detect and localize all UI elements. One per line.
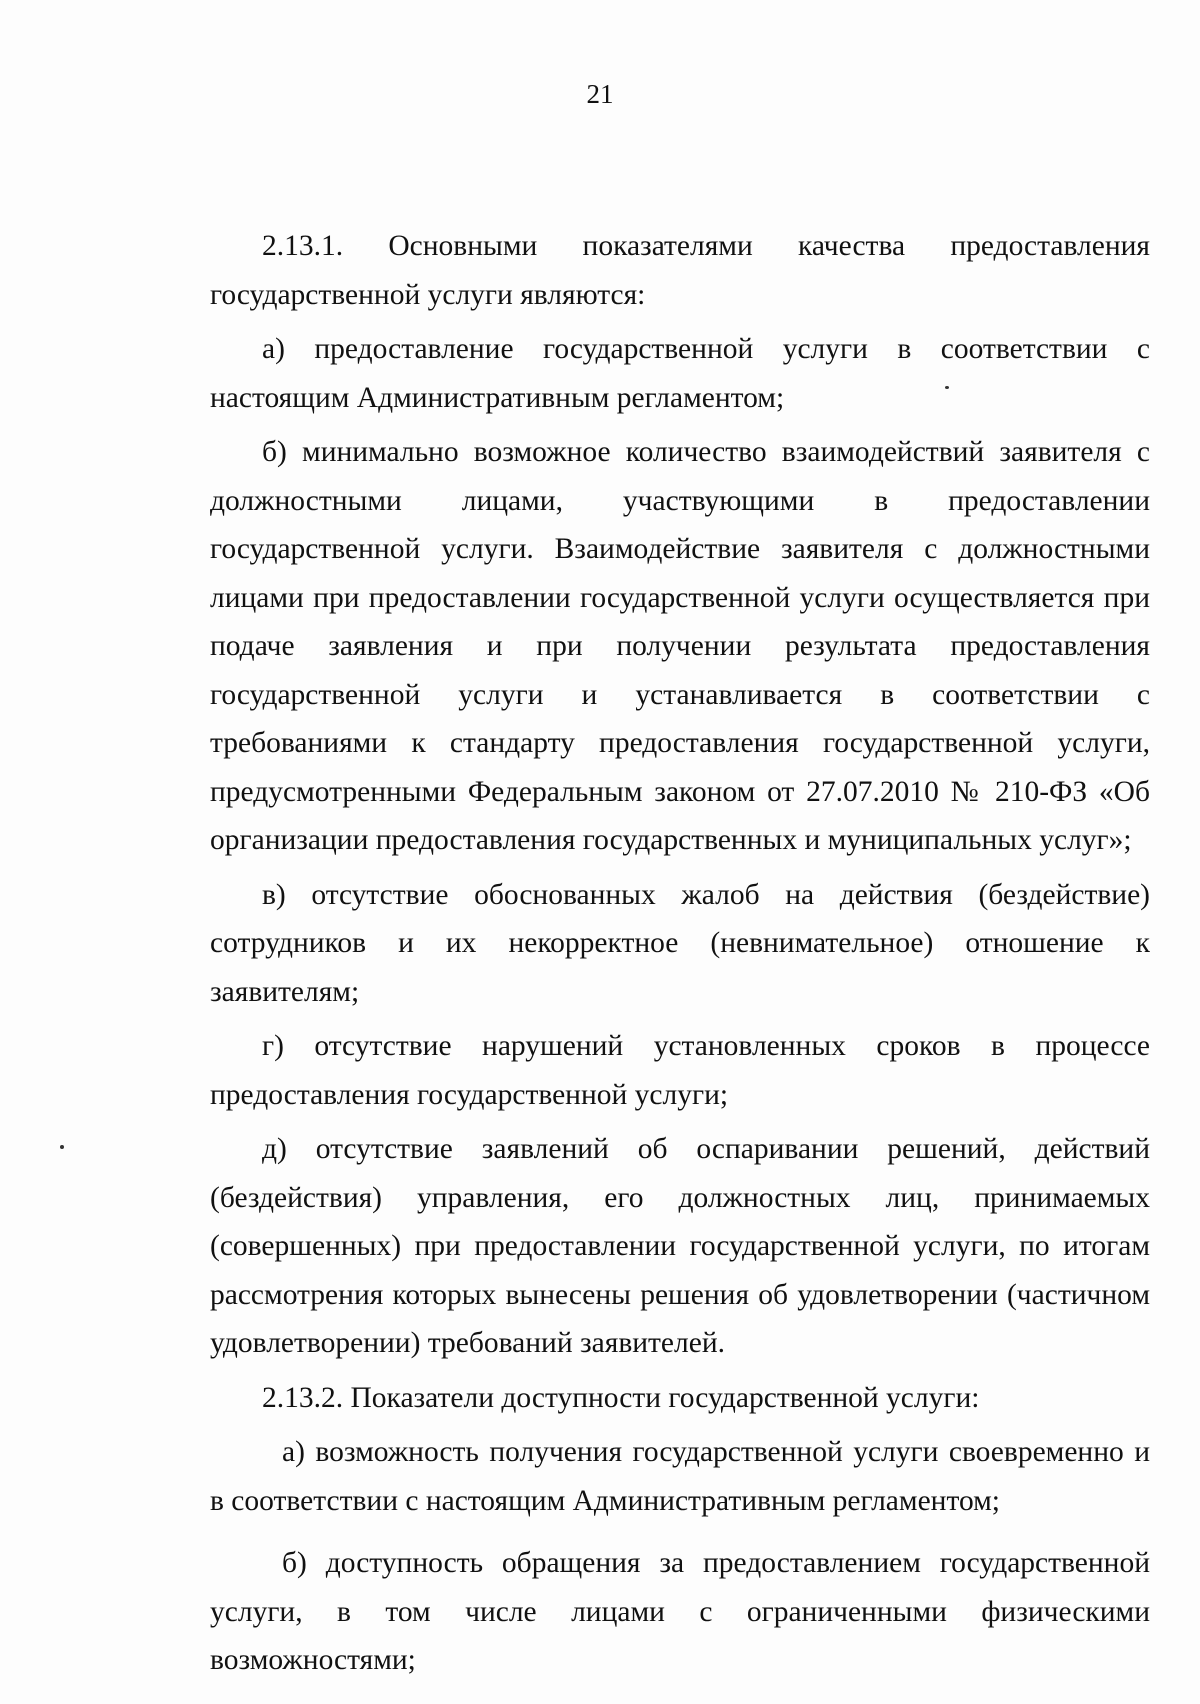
page-number: 21 xyxy=(586,79,614,109)
paragraph-quality-d: д) отсутствие заявлений об оспаривании решений, действий (бездействия) управления, его должностных лиц, принимаемых (совершенных) при предоставлении государственной услуги, по итогам рассмотрения которых вынесены решения об удовлетворении (частичном удовлетворении) требований заявителей. xyxy=(210,1133,1150,1359)
paragraph-quality-g: г) отсутствие нарушений установленных сроков в процессе предоставления государственной услуги; xyxy=(210,1030,1150,1111)
paragraph-access-b: б) доступность обращения за предоставлением государственной услуги, в том числе лицами с ограниченными физическими возможностями; xyxy=(210,1547,1150,1676)
paragraph-quality-b: б) минимально возможное количество взаимодействий заявителя с должностными лицами, участвующими в предоставлении государственной услуги. Взаимодействие заявителя с должностными лицами при предоставлении государственной услуги осуществляется при подаче заявления и при получении результата предоставления государственной услуги и устанавливается в соответствии с требованиями к стандарту предоставления государственной услуги, предусмотренными Федеральным законом от 27.07.2010 № 210-ФЗ «Об организации предоставления государственных и муниципальных услуг»; xyxy=(210,436,1150,856)
document-body xyxy=(210,222,1150,1685)
paragraph-quality-a: а) предоставление государственной услуги в соответствии с настоящим Административным регламентом; xyxy=(210,333,1150,414)
paragraph-2-13-1: 2.13.1. Основными показателями качества предоставления государственной услуги являются: xyxy=(210,230,1150,311)
paragraph-2-13-2: 2.13.2. Показатели доступности государственной услуги: xyxy=(262,1381,980,1414)
paragraph-access-a: а) возможность получения государственной услуги своевременно и в соответствии с настоящим Административным регламентом; xyxy=(210,1436,1150,1517)
scan-speck xyxy=(945,386,949,389)
scan-speck xyxy=(60,1145,64,1149)
paragraph-quality-v: в) отсутствие обоснованных жалоб на действия (бездействие) сотрудников и их некорректное (невнимательное) отношение к заявителям; xyxy=(210,878,1150,1008)
